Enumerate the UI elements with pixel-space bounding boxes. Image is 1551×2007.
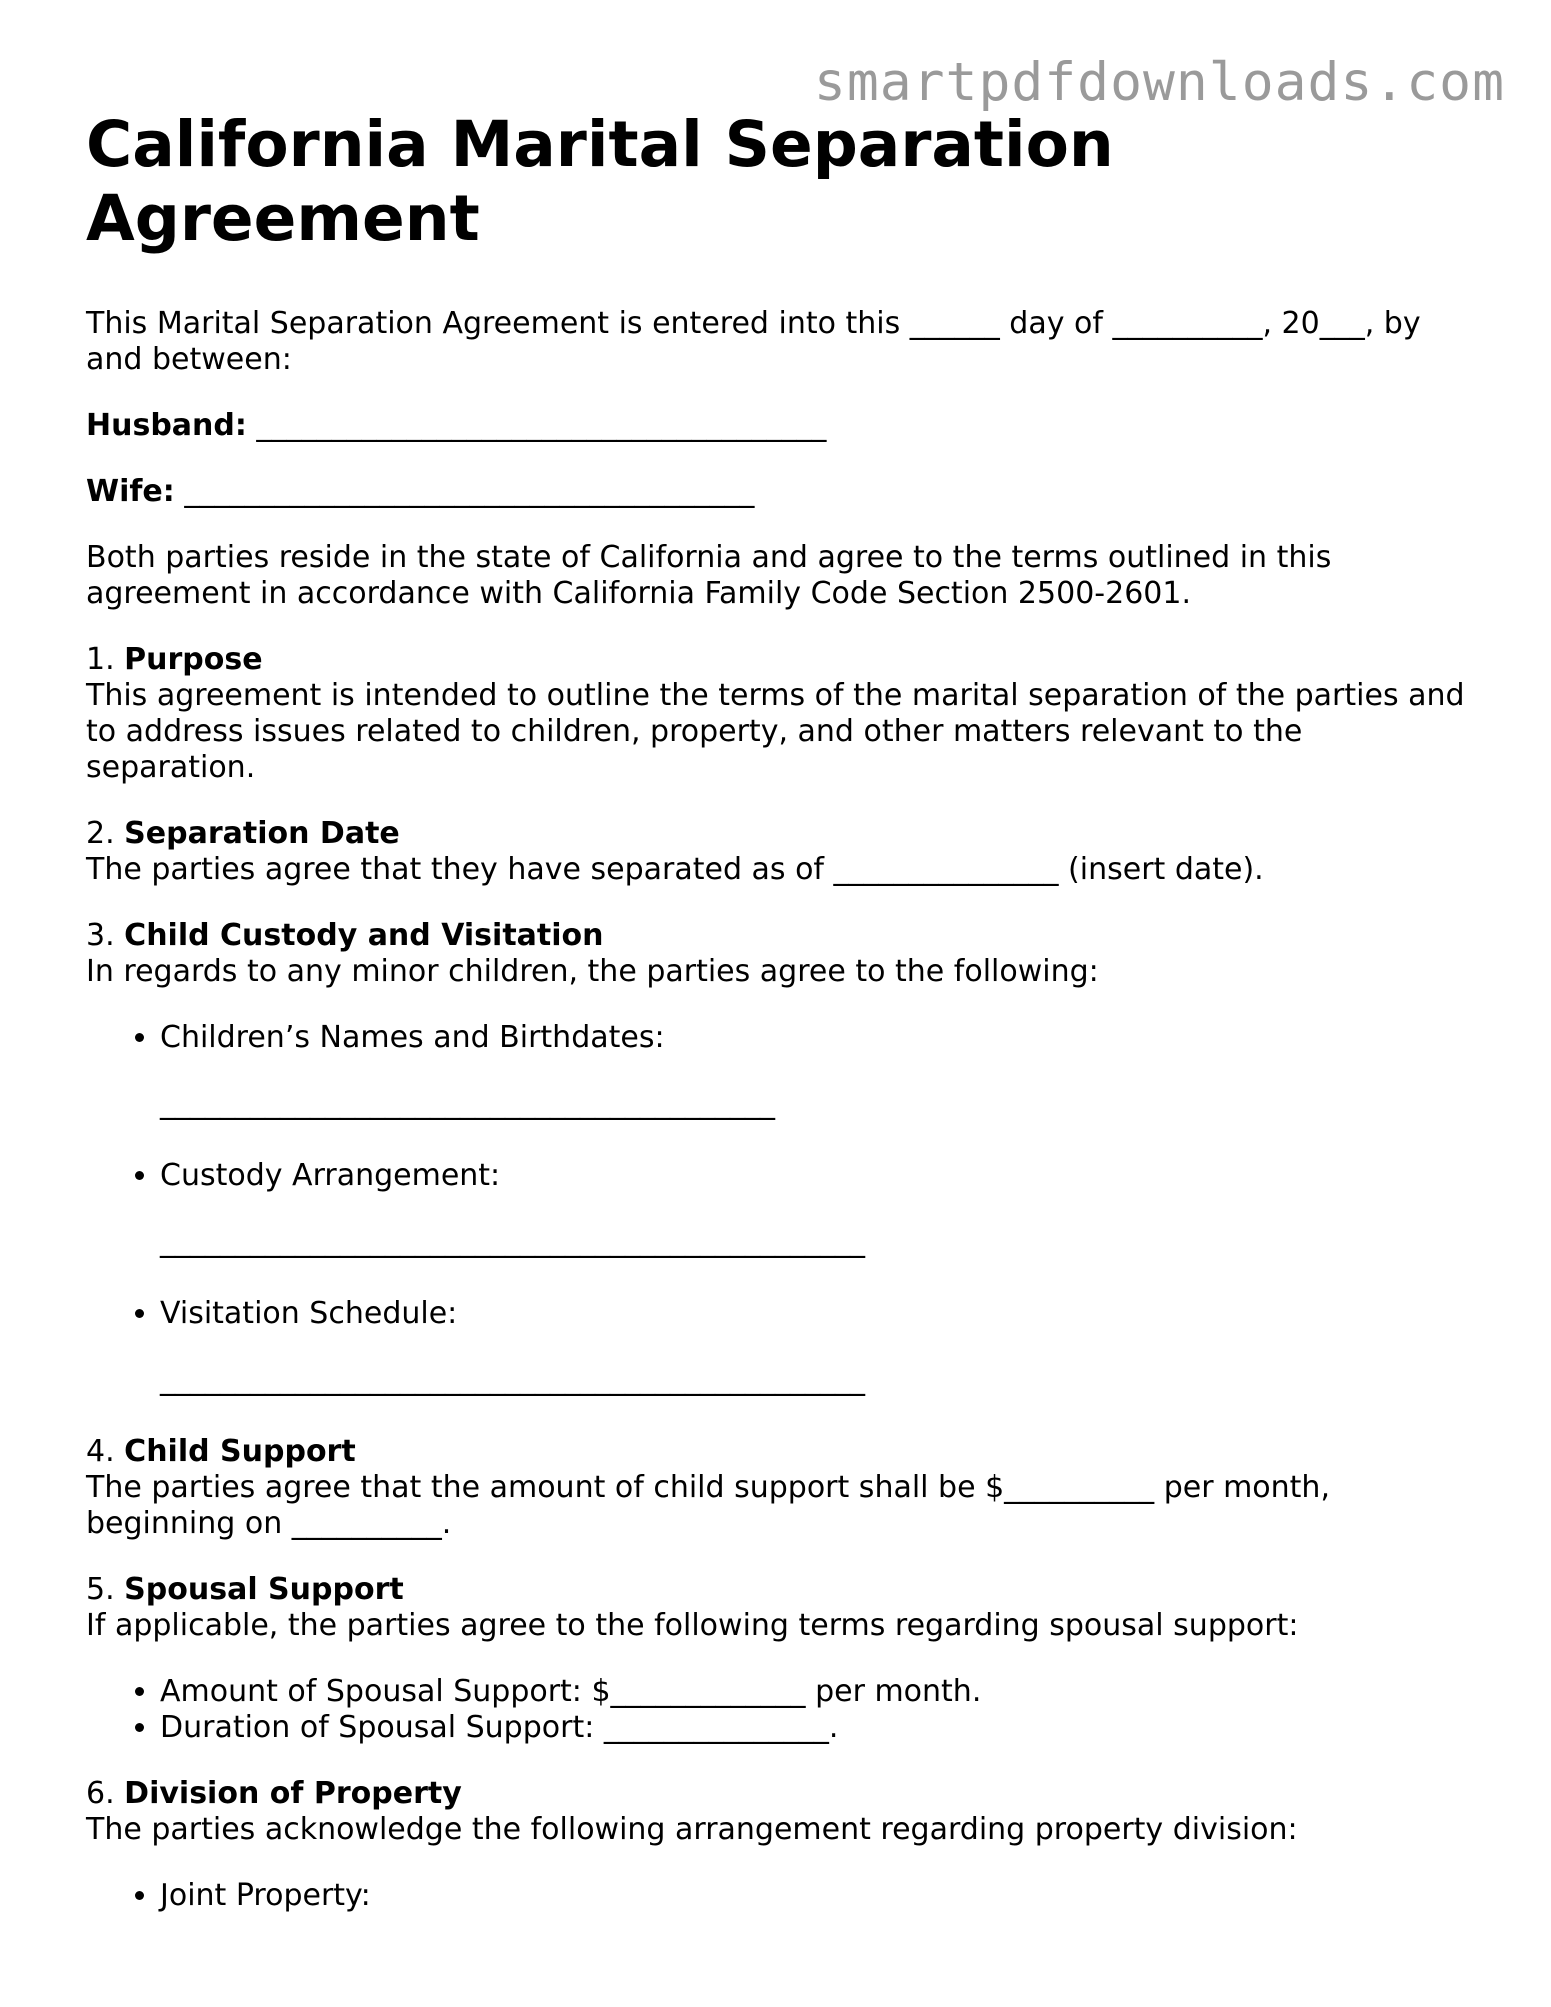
husband-name-blank[interactable]: ______________________________________ — [256, 408, 827, 443]
section-child-support-body: The parties agree that the amount of child support shall be $__________ per month, beginning on __________. — [86, 1470, 1330, 1541]
spousal-support-amount: • Amount of Spousal Support: $_____________ per month. — [160, 1674, 1466, 1710]
visitation-schedule-blank[interactable]: _______________________________________________ — [160, 1362, 865, 1397]
wife-label: Wife: — [86, 474, 175, 509]
children-names-label: Children’s Names and Birthdates: — [160, 1020, 665, 1055]
residence-paragraph: Both parties reside in the state of California and agree to the terms outlined in this agreement in accordance with California Family Code Section 2500-2601. — [86, 540, 1332, 611]
list-item — [160, 1020, 1466, 1122]
section-separation-date-body: The parties agree that they have separated as of _______________ (insert date). — [86, 852, 1264, 887]
custody-arrangement-label: Custody Arrangement: — [160, 1158, 501, 1193]
section-separation-date-heading — [86, 816, 1466, 852]
section-title: Child Custody and Visitation — [124, 918, 604, 953]
section-spousal-support-heading — [86, 1572, 1466, 1608]
wife-line — [86, 474, 1466, 510]
children-names-blank[interactable]: _________________________________________ — [160, 1086, 775, 1121]
document — [86, 108, 1466, 1944]
property-list — [86, 1878, 1466, 1914]
watermark: smartpdfdownloads.com — [813, 52, 1505, 113]
custody-arrangement-blank[interactable]: _______________________________________________ — [160, 1224, 865, 1259]
section-title: Division of Property — [124, 1776, 462, 1811]
section-title: Spousal Support — [124, 1572, 404, 1607]
section-number: 4. — [86, 1434, 115, 1469]
spousal-support-duration: • Duration of Spousal Support: _______________. — [160, 1710, 1466, 1746]
intro-paragraph: This Marital Separation Agreement is entered into this ______ day of __________, 20___, by and between: — [86, 306, 1421, 377]
custody-list — [86, 1020, 1466, 1398]
section-purpose-body: This agreement is intended to outline the terms of the marital separation of the parties and to address issues related to children, property, and other matters relevant to the separation. — [86, 678, 1465, 785]
section-spousal-support-body: If applicable, the parties agree to the following terms regarding spousal support: — [86, 1608, 1299, 1643]
page-title: California Marital Separation Agreement — [86, 108, 1114, 255]
spousal-support-list — [86, 1674, 1466, 1746]
visitation-schedule-label: Visitation Schedule: — [160, 1296, 458, 1331]
section-title: Separation Date — [124, 816, 400, 851]
section-title: Purpose — [124, 642, 263, 677]
section-custody-heading — [86, 918, 1466, 954]
section-custody-body: In regards to any minor children, the parties agree to the following: — [86, 954, 1099, 989]
section-number: 1. — [86, 642, 115, 677]
joint-property-item: • Joint Property: — [160, 1878, 1466, 1914]
section-child-support-heading — [86, 1434, 1466, 1470]
list-item — [160, 1296, 1466, 1398]
section-number: 5. — [86, 1572, 115, 1607]
section-number: 2. — [86, 816, 115, 851]
section-property-heading — [86, 1776, 1466, 1812]
husband-line — [86, 408, 1466, 444]
list-item — [160, 1158, 1466, 1260]
husband-label: Husband: — [86, 408, 247, 443]
section-property-body: The parties acknowledge the following arrangement regarding property division: — [86, 1812, 1298, 1847]
section-purpose-heading — [86, 642, 1466, 678]
section-number: 3. — [86, 918, 115, 953]
wife-name-blank[interactable]: ______________________________________ — [184, 474, 755, 509]
section-title: Child Support — [124, 1434, 356, 1469]
section-number: 6. — [86, 1776, 115, 1811]
